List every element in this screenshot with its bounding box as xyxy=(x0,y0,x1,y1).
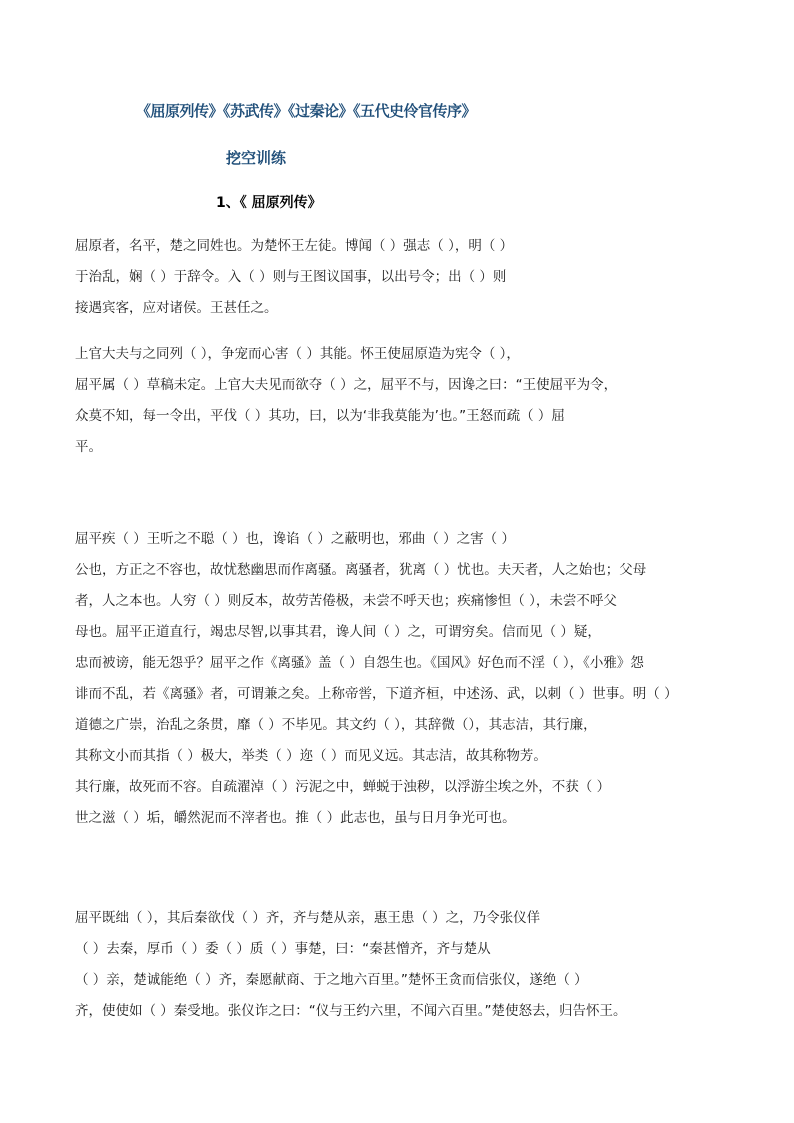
paragraph-line: 者，人之本也。人穷（ ）则反本，故劳苦倦极，未尝不呼天也；疾痛惨怛（ ），未尝不呼父 xyxy=(75,593,617,609)
document-subtitle: 挖空训练 xyxy=(226,149,287,167)
paragraph-4 xyxy=(75,903,725,1027)
paragraph-3 xyxy=(75,524,725,834)
paragraph-line: 上官大夫与之同列（ ），争宠而心害（ ）其能。怀王使屈原造为宪令（ ）， xyxy=(75,346,520,362)
paragraph-line: （ ）去秦，厚币（ ）委（ ）质（ ）事楚，曰：“秦甚憎齐，齐与楚从 xyxy=(75,941,491,957)
paragraph-line: 于治乱，娴（ ）于辞令。入（ ）则与王图议国事，以出号令；出（ ）则 xyxy=(75,269,507,285)
paragraph-line: 平。 xyxy=(75,439,102,455)
paragraph-line: 公也，方正之不容也，故忧愁幽思而作离骚。离骚者，犹离（ ）忧也。夫天者，人之始也；父母 xyxy=(75,562,647,578)
paragraph-line: 其行廉，故死而不容。自疏濯淖（ ）污泥之中，蝉蜕于浊秽，以浮游尘埃之外，不获（ ） xyxy=(75,779,611,795)
paragraph-line: 其称文小而其指（ ）极大，举类（ ）迩（ ）而见义远。其志洁，故其称物芳。 xyxy=(75,748,547,764)
paragraph-line: 忠而被谤，能无怨乎？屈平之作《离骚》盖（ ）自怨生也。《国风》好色而不淫（ ），《小雅》怨 xyxy=(75,655,644,671)
paragraph-line: 众莫不知，每一令出，平伐（ ）其功，曰，以为‘非我莫能为’也。”王怒而疏（ ）屈 xyxy=(75,408,565,424)
paragraph-line: 母也。屈平正道直行，竭忠尽智,以事其君，谗人间（ ）之，可谓穷矣。信而见（ ）疑， xyxy=(75,624,601,640)
paragraph-line: （ ）亲，楚诚能绝（ ）齐，秦愿献商、于之地六百里。”楚怀王贪而信张仪，遂绝（ ） xyxy=(75,972,588,988)
document-title: 《屈原列传》《苏武传》《过秦论》《五代史伶官传序》 xyxy=(136,102,477,120)
paragraph-line: 屈平疾（ ）王听之不聪（ ）也，谗谄（ ）之蔽明也，邪曲（ ）之害（ ） xyxy=(75,531,515,547)
paragraph-2 xyxy=(75,339,725,463)
paragraph-line: 接遇宾客，应对诸侯。王甚任之。 xyxy=(75,300,278,316)
paragraph-1 xyxy=(75,231,725,324)
paragraph-line: 世之滋（ ）垢，皭然泥而不滓者也。推（ ）此志也，虽与日月争光可也。 xyxy=(75,810,516,826)
paragraph-line: 屈原者，名平，楚之同姓也。为楚怀王左徒。博闻（ ）强志（ ），明（ ） xyxy=(75,238,514,254)
section-heading: 1、《 屈原列传》 xyxy=(216,195,322,211)
paragraph-line: 屈平既绌（ ），其后秦欲伐（ ）齐，齐与楚从亲，惠王患（ ）之，乃令张仪佯 xyxy=(75,910,541,926)
paragraph-line: 屈平属（ ）草稿未定。上官大夫见而欲夺（ ）之，屈平不与，因谗之曰：“王使屈平为令， xyxy=(75,377,618,393)
paragraph-line: 齐，使使如（ ）秦受地。张仪诈之曰：“仪与王约六里，不闻六百里。”楚使怒去，归告怀王。 xyxy=(75,1003,627,1019)
paragraph-line: 道德之广崇，治乱之条贯，靡（ ）不毕见。其文约（ ），其辞微（），其志洁，其行廉， xyxy=(75,717,597,733)
paragraph-line: 诽而不乱，若《离骚》者，可谓兼之矣。上称帝喾，下道齐桓，中述汤、武，以刺（ ）世事。明（ ） xyxy=(75,686,678,702)
